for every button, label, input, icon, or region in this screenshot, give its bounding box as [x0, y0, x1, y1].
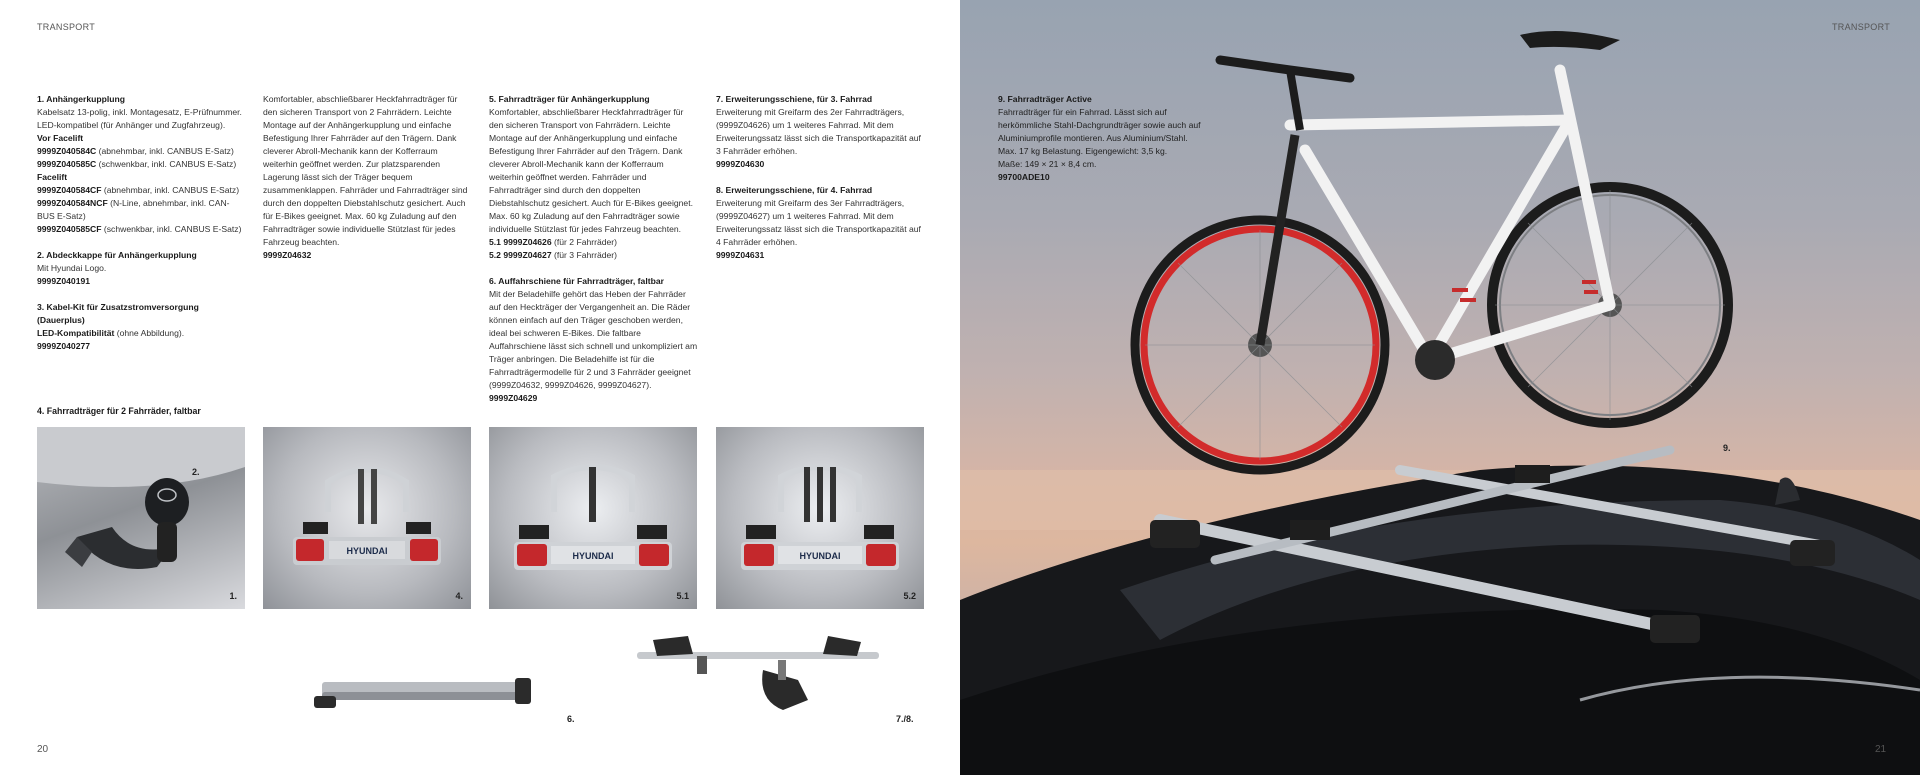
item-9-dimensions: Maße: 149 × 21 × 8,4 cm.	[998, 159, 1097, 169]
item-6-code: 9999Z04629	[489, 393, 538, 403]
running-head-left: TRANSPORT	[37, 22, 96, 32]
item-1-title: 1. Anhängerkupplung	[37, 94, 126, 104]
part-code: 9999Z040585CF	[37, 224, 102, 234]
photo-label-4: 4.	[455, 591, 463, 601]
item-3-led	[37, 327, 247, 340]
photo-label-1: 1.	[229, 591, 237, 601]
item-4-code: 9999Z04632	[263, 250, 312, 260]
photo-label-9: 9.	[1723, 443, 1731, 453]
tow-hitch-illustration	[37, 427, 245, 609]
item-2-title: 2. Abdeckkappe für Anhängerkupplung	[37, 250, 197, 260]
item-9-caption	[998, 93, 1208, 184]
vor-facelift-row-1	[37, 145, 247, 158]
item-4-text: Komfortabler, abschließbarer Heckfahrradträger für den sicheren Transport von 2 Fahrrädern. Leichte Montage auf der Anhängerkupplung und einfache Befestigung Ihrer Fahrräder auf den Trägern. Dank cleverer Abroll-Mechanik kann der Kofferraum weiterhin geöffnet werden. Zur platzsparenden Lagerung lässt sich der Träger bequem zusammenklappen. Fahrräder und Fahrradträger sind durch den doppelten Diebstahlschutz gesichert. Auch für E-Bikes geeignet. Max. 60 kg Zuladung auf den Fahrradträger sowie individuelle Stützlast für jedes Fahrzeug beachten.	[263, 94, 468, 247]
bike-rack-illustration	[716, 427, 924, 609]
column-1	[37, 93, 247, 353]
part-note: (abnehmbar, inkl. CANBUS E-Satz)	[96, 146, 234, 156]
item-5-1-row	[489, 236, 699, 249]
running-head-right: TRANSPORT	[1832, 22, 1891, 32]
item-7-code: 9999Z04630	[716, 159, 765, 169]
column-4	[716, 93, 926, 262]
photo-bike-rack-5-1	[489, 427, 697, 609]
part-note: (für 3 Fahrräder)	[551, 250, 618, 260]
facelift-heading: Facelift	[37, 172, 68, 182]
vor-facelift-heading: Vor Facelift	[37, 133, 84, 143]
item-7-title: 7. Erweiterungsschiene, für 3. Fahrrad	[716, 94, 873, 104]
item-3-code: 9999Z040277	[37, 341, 91, 351]
photo-label-6: 6.	[567, 714, 575, 724]
led-note: (ohne Abbildung).	[114, 328, 185, 338]
facelift-row-2	[37, 197, 247, 223]
part-code: 5.2 9999Z04627	[489, 250, 552, 260]
item-9-text: Fahrradträger für ein Fahrrad. Lässt sich auf herkömmliche Stahl-Dachgrundträger sowie auch auf Aluminiumprofile montieren. Aus Aluminium/Stahl. Max. 17 kg Belastung. Eigengewicht: 3,5 kg.	[998, 107, 1201, 156]
item-5-title: 5. Fahrradträger für Anhängerkupplung	[489, 94, 650, 104]
part-note: (N-Line, abnehmbar, inkl. CAN-BUS E-Satz)	[37, 198, 230, 221]
item-7-text: Erweiterung mit Greifarm des 2er Fahrradträgers, (9999Z04626) um 1 weiteres Fahrrad. Mit dem Erweiterungssatz lässt sich die Transportkapazität auf 3 Fahrräder erhöhen.	[716, 107, 921, 156]
item-8-code: 9999Z04631	[716, 250, 765, 260]
column-2	[263, 93, 473, 262]
part-code: 9999Z040584CF	[37, 185, 102, 195]
section-4-title: 4. Fahrradträger für 2 Fahrräder, faltbar	[37, 406, 201, 416]
ramp-illustration	[310, 670, 540, 720]
part-code: 9999Z040584NCF	[37, 198, 108, 208]
photo-bike-rack-5-2	[716, 427, 924, 609]
item-1-text: Kabelsatz 13-polig, inkl. Montagesatz, E-Prüfnummer. LED-kompatibel (für Anhänger und Zugfahrzeug).	[37, 107, 242, 130]
vor-facelift-row-2	[37, 158, 247, 171]
item-9-code: 99700ADE10	[998, 172, 1050, 182]
brand-plate-text: HYUNDAI	[799, 551, 841, 561]
part-note: (für 2 Fahrräder)	[551, 237, 618, 247]
brand-plate-text: HYUNDAI	[572, 551, 614, 561]
item-9-title: 9. Fahrradträger Active	[998, 94, 1092, 104]
photo-tow-hitch	[37, 427, 245, 609]
item-2-code: 9999Z040191	[37, 276, 91, 286]
part-note: (schwenkbar, inkl. CANBUS E-Satz)	[96, 159, 237, 169]
part-note: (abnehmbar, inkl. CANBUS E-Satz)	[101, 185, 240, 195]
part-code: 9999Z040585C	[37, 159, 97, 169]
item-3-title: 3. Kabel-Kit für Zusatzstromversorgung (Dauerplus)	[37, 302, 199, 325]
part-note: (schwenkbar, inkl. CANBUS E-Satz)	[101, 224, 242, 234]
brand-plate-text: HYUNDAI	[346, 546, 388, 556]
item-8-title: 8. Erweiterungsschiene, für 4. Fahrrad	[716, 185, 873, 195]
column-3	[489, 93, 699, 405]
part-code: 9999Z040584C	[37, 146, 97, 156]
led-label: LED-Kompatibilität	[37, 328, 115, 338]
page-number-left: 20	[37, 744, 49, 755]
item-5-text: Komfortabler, abschließbarer Heckfahrradträger für den sicheren Transport von Fahrrädern. Leichte Montage auf der Anhängerkupplung und einfache Befestigung Ihrer Fahrräder auf den Trägern. Dank cleverer Abroll-Mechanik kann der Kofferraum weiterhin geöffnet werden. Fahrräder und Fahrradträger sind durch den doppelten Diebstahlschutz gesichert. Auch für E-Bikes geeignet. Max. 60 kg Zuladung auf den Fahrradträger sowie individuelle Stützlast für jedes Fahrzeug beachten.	[489, 107, 693, 234]
photo-label-7-8: 7./8.	[896, 714, 914, 724]
item-2-text: Mit Hyundai Logo.	[37, 263, 107, 273]
item-5-2-row	[489, 249, 699, 262]
photo-label-cap: 2.	[192, 467, 200, 477]
facelift-row-3	[37, 223, 247, 236]
item-8-text: Erweiterung mit Greifarm des 3er Fahrradträgers, (9999Z04627) um 1 weiteres Fahrrad. Mit dem Erweiterungssatz lässt sich die Transportkapazität auf 4 Fahrräder erhöhen.	[716, 198, 921, 247]
facelift-row-1	[37, 184, 247, 197]
photo-label-5-2: 5.2	[903, 591, 916, 601]
extension-rail-illustration	[633, 630, 883, 725]
item-6-text: Mit der Beladehilfe gehört das Heben der Fahrräder auf den Heckträger der Vergangenheit an. Die Räder können einfach auf den Träger geschoben werden, ideal bei schweren E-Bikes. Die faltbare Auffahrschiene lässt sich schnell und unkompliziert am Träger anbringen. Die Beladehilfe ist für die Fahrradträgermodelle für 2 und 3 Fahrräder geeignet (9999Z04632, 9999Z04626, 9999Z04627).	[489, 289, 698, 390]
bike-rack-illustration	[263, 427, 471, 609]
bike-rack-illustration	[489, 427, 697, 609]
item-6-title: 6. Auffahrschiene für Fahrradträger, faltbar	[489, 276, 664, 286]
page-number-right: 21	[1875, 744, 1887, 755]
photo-bike-rack-4	[263, 427, 471, 609]
photo-label-5-1: 5.1	[676, 591, 689, 601]
part-code: 5.1 9999Z04626	[489, 237, 552, 247]
